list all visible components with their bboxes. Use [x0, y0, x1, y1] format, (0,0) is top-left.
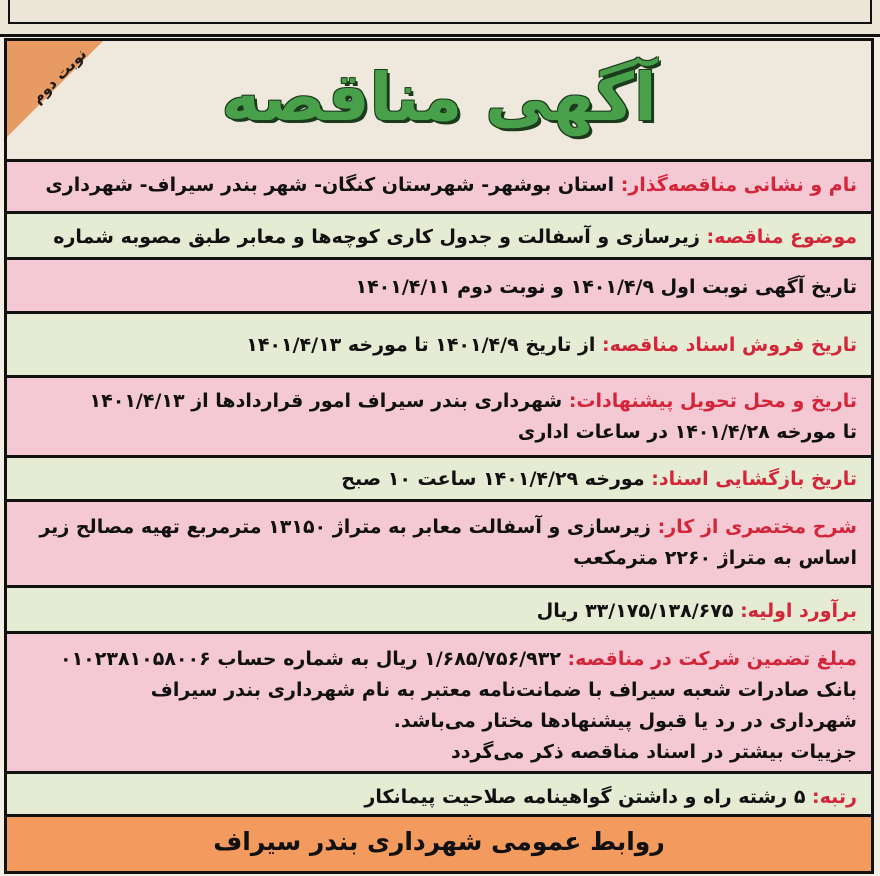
row-text: زیرسازی و آسفالت معابر به متراژ ۱۳۱۵۰ مترمربع تهیه مصالح زیر: [39, 516, 651, 538]
tender-notice: [4, 38, 874, 874]
row-text: ۱/۶۸۵/۷۵۶/۹۳۲ ریال به شماره حساب ۰۱۰۲۳۸۱۰۵۸۰۰۶: [59, 648, 561, 670]
row-label: تاریخ و محل تحویل پیشنهادات:: [568, 390, 857, 412]
row-text: از تاریخ ۱۴۰۱/۴/۹ تا مورخه ۱۴۰۱/۴/۱۳: [246, 334, 596, 356]
notice-rows: [7, 159, 871, 821]
footer-public-relations: روابط عمومی شهرداری بندر سیراف: [7, 814, 871, 871]
row-label: برآورد اولیه:: [740, 600, 857, 622]
top-border: [0, 0, 880, 37]
row-delivery: [7, 375, 871, 455]
row-guarantee: [7, 631, 871, 771]
row-sale-dates: [7, 311, 871, 375]
row-ad-dates: [7, 257, 871, 311]
row-text-line2: بانک صادرات شعبه سیراف با ضمانت‌نامه معتبر به نام شهرداری بندر سیراف: [150, 679, 857, 701]
row-label: تاریخ فروش اسناد مناقصه:: [602, 334, 857, 356]
row-text-line2: اساس به متراژ ۲۲۶۰ مترمکعب: [573, 547, 857, 569]
row-text: ۳۳/۱۷۵/۱۳۸/۶۷۵ ریال: [536, 600, 734, 622]
row-description: [7, 499, 871, 585]
row-tenderer: [7, 159, 871, 211]
row-label: شرح مختصری از کار:: [657, 516, 857, 538]
row-text: زیرسازی و آسفالت و جدول کاری کوچه‌ها و معابر طبق مصوبه شماره: [53, 226, 700, 248]
row-label: رتبه:: [812, 786, 857, 808]
row-estimate: [7, 585, 871, 631]
row-opening: [7, 455, 871, 499]
row-label: موضوع مناقصه:: [706, 226, 857, 248]
row-text: ۵ رشته راه و داشتن گواهینامه صلاحیت پیمانکار: [364, 786, 806, 808]
page-title: آگهی مناقصه: [221, 59, 657, 136]
row-text-line2: تا مورخه ۱۴۰۱/۴/۲۸ در ساعات اداری: [517, 421, 857, 443]
row-label: تاریخ بازگشایی اسناد:: [651, 468, 857, 490]
row-text: مورخه ۱۴۰۱/۴/۲۹ ساعت ۱۰ صبح: [341, 468, 645, 490]
row-subject: [7, 211, 871, 257]
row-text: شهرداری بندر سیراف امور قراردادها از ۱۴۰۱/۴/۱۳: [89, 390, 563, 412]
row-label: نام و نشانی مناقصه‌گذار:: [620, 174, 857, 196]
badge-second-round: نوبت دوم: [27, 44, 91, 108]
row-text-line4: جزییات بیشتر در اسناد مناقصه ذکر می‌گردد: [451, 741, 857, 763]
row-text-line3: شهرداری در رد یا قبول پیشنهادها مختار می‌باشد.: [393, 710, 857, 732]
title-area: [7, 41, 871, 159]
row-text: استان بوشهر- شهرستان کنگان- شهر بندر سیراف- شهرداری: [45, 174, 615, 196]
row-label: مبلغ تضمین شرکت در مناقصه:: [567, 648, 857, 670]
row-text: تاریخ آگهی نوبت اول ۱۴۰۱/۴/۹ و نوبت دوم ۱۴۰۱/۴/۱۱: [355, 276, 857, 298]
